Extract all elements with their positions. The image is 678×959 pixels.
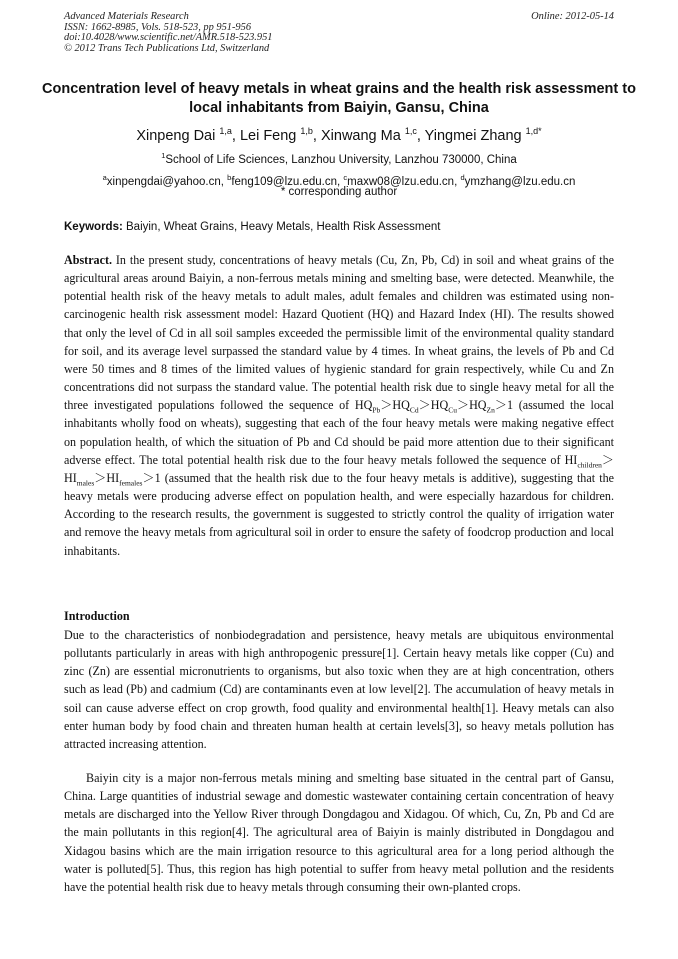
affiliation: $^1$School of Life Sciences, Lanzhou University, Lanzhou 730000, China (161, 151, 517, 166)
author: Xinpeng Dai $^{1,a}$ (136, 126, 232, 144)
keywords-label: Keywords: (64, 221, 123, 233)
corresponding-note: * corresponding author (280, 186, 398, 198)
section-heading: Introduction (64, 609, 130, 623)
journal-name: Advanced Materials Research (64, 11, 189, 22)
email: $^d$ymzhang@lzu.edu.cn (460, 173, 576, 188)
email-list: $^a$xinpengdai@yahoo.cn, $^b$feng109@lzu.edu.cn, $^c$maxw08@lzu.edu.cn, $^d$ymzhang@lzu.edu.cn (102, 173, 576, 188)
keywords-text: Baiyin, Wheat Grains, Heavy Metals, Health Risk Assessment (126, 221, 441, 233)
copyright-line: © 2012 Trans Tech Publications Ltd, Switzerland (64, 42, 270, 54)
author: Lei Feng $^{1,b}$ (239, 126, 313, 144)
issn-line: ISSN: 1662-8985, Vols. 518-523, pp 951-956 (64, 21, 252, 33)
abstract-label: Abstract. (64, 253, 113, 267)
email: $^a$xinpengdai@yahoo.cn (102, 173, 221, 188)
online-date: Online: 2012-05-14 (531, 11, 614, 22)
email: $^b$feng109@lzu.edu.cn (227, 173, 337, 188)
email: $^c$maxw08@lzu.edu.cn (343, 173, 455, 188)
paragraph: Due to the characteristics of nonbiodegradation and persistence, heavy metals are ubiquitous environmental pollutants particularly in areas with high anthropogenic pressure[1]. Certain heavy metals like copper (Cu) and zinc (Zn) are essential micronutrients to organisms, but also toxic when they are at high concentration, others such as lead (Pb) and cadmium (Cd) are contaminants even at low level[2]. The accumulation of heavy metals in soil can cause adverse effect on crop growth, food quality and environmental health[1]. Heavy metals can also enter human body by food chain and threaten human health at certain levels[3], so heavy metals pollution has attracted increasing attention. (64, 628, 614, 751)
journal-meta (64, 12, 444, 54)
keywords (64, 220, 624, 234)
author: Yingmei Zhang $^{1,d*}$ (424, 126, 542, 144)
doi-line: doi:10.4028/www.scientific.net/AMR.518-523.951 (64, 32, 273, 44)
paragraph: Baiyin city is a major non-ferrous metals mining and smelting base situated in the central part of Gansu, China. Large quantities of industrial sewage and domestic wastewater containing certain concentration of heavy metals are discharged into the Yellow River through Dongdagou and Xidagou. Of which, Cu, Zn, Pb and Cd are the main pollutants in this region[4]. The agricultural area of Baiyin is mainly distributed in Dongdagou and Xidagou basins which are the main irrigation resource to this agricultural area for a long period although the water is polluted[5]. Thus, this region has high potential to suffer from heavy metal pollution and the residents have the potential health risk due to heavy metals through consuming their own-planted crops. (64, 771, 614, 894)
author-list: Xinpeng Dai $^{1,a}$, Lei Feng $^{1,b}$, Xinwang Ma $^{1,c}$, Yingmei Zhang $^{1,d*}$ (136, 126, 542, 144)
hi-sequence: $HI_{children}>HI_{males}>HI_{females}>1$ (64, 452, 615, 488)
author: Xinwang Ma $^{1,c}$ (320, 126, 417, 144)
abstract: Abstract. In the present study, concentrations of heavy metals (Cu, Zn, Pb, Cd) in soil and wheat grains of the agricultural areas around Baiyin, a non-ferrous metals mining and smelting base, were detected. Meanwhile, the potential health risk of the heavy metals to adult males, adult females and children was estimated using non-carcinogenic health risk assessment model: Hazard Quotient (HQ) and Hazard Index (HI). The results showed that only the level of Cd in all soil samples exceeded the permissible limit of the environmental quality standard for soil, and its average level surpassed the standard value by 4 times. In wheat grains, the levels of Pb and Cd were 50 times and 8 times of the limited values of hygienic standard for grain respectively, while Cu and Zn concentrations did not surpass the standard value. The potential health risk due to single heavy metal for all the three investigated populations followed the sequence of $HQ_{Pb}>HQ_{Cd}>HQ_{Cu}>HQ_{Zn}>1$ (assumed the local inhabitants wholly food on wheats), suggesting that each of the four heavy metals were making negative effect on population health, of which the situation of Pb and Cd should be paid more attention due to their significant adverse effect. The total potential health risk due to the four heavy metals followed the sequence of $HI_{children}>HI_{males}>HI_{females}>1$ (assumed that the health risk due to the four heavy metals is additive), suggesting that the heavy metals were producing adverse effect on population health, and were especially hazardous for children. According to the research results, the government is suggested to strictly control the quality of irrigation water and remove the heavy metals from agricultural soil in order to ensure the safety of foodcrop production and local inhabitants. (64, 253, 615, 558)
paper-title: Concentration level of heavy metals in wheat grains and the health risk assessment to local inhabitants from Baiyin, Gansu, China (42, 81, 636, 116)
hq-sequence: $HQ_{Pb}>HQ_{Cd}>HQ_{Cu}>HQ_{Zn}>1$ (354, 398, 514, 415)
